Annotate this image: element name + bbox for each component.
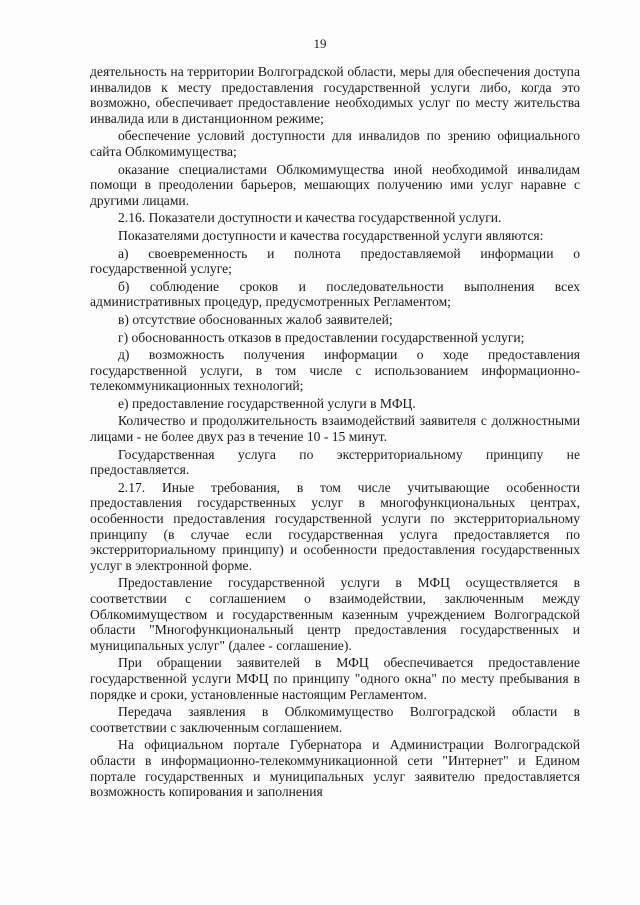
paragraph: Количество и продолжительность взаимодействий заявителя с должностными лицами - не более двух раз в течение 10 - 15 минут.: [90, 413, 580, 445]
paragraph: 2.16. Показатели доступности и качества государственной услуги.: [118, 210, 502, 226]
page-number: 19: [313, 36, 327, 51]
paragraph: д) возможность получения информации о ходе предоставления государственной услуги, в том числе с использованием информационно-телекоммуникационных технологий;: [90, 347, 580, 394]
paragraph: При обращении заявителей в МФЦ обеспечивается предоставление государственной услуги МФЦ по принципу "одного окна" по месту пребывания в порядке и сроки, установленные настоящим Регламентом.: [90, 655, 580, 702]
paragraph: а) своевременность и полнота предоставляемой информации о государственной услуге;: [90, 245, 580, 277]
paragraph: г) обоснованность отказов в предоставлении государственной услуги;: [118, 329, 525, 345]
paragraph: е) предоставление государственной услуги в МФЦ.: [118, 395, 416, 411]
paragraph: 2.17. Иные требования, в том числе учитывающие особенности предоставления государственных услуг в многофункциональных центрах, особенности предоставления государственной услуги по экстерриториальному принципу (в случае если государственная услуга предоставляется по экстерриториальному принципу) и особенности предоставления государственных услуг в электронной форме.: [90, 479, 580, 573]
paragraph: обеспечение условий доступности для инвалидов по зрению официального сайта Облкомимущества;: [90, 128, 580, 159]
paragraph: На официальном портале Губернатора и Администрации Волгоградской области в информационно-телекоммуникационной сети "Интернет" и Едином портале государственных и муниципальных услуг заявителю предоставляется возможность копирования и заполнения: [90, 737, 580, 800]
paragraph: в) отсутствие обоснованных жалоб заявителей;: [118, 311, 393, 327]
paragraph: Передача заявления в Облкомимущество Волгоградской области в соответствии с заключенным соглашением.: [90, 704, 580, 735]
paragraph: Показателями доступности и качества государственной услуги являются:: [118, 227, 544, 243]
paragraph: оказание специалистами Облкомимущества иной необходимой инвалидам помощи в преодолении барьеров, мешающих получению ими услуг наравне с другими лицами.: [90, 161, 580, 208]
paragraph: деятельность на территории Волгоградской области, меры для обеспечения доступа инвалидов к месту предоставления государственной услуги либо, когда это возможно, обеспечивает предоставление необходимых услуг по месту жительства инвалида или в дистанционном режиме;: [90, 64, 580, 126]
paragraph: Предоставление государственной услуги в МФЦ осуществляется в соответствии с соглашением о взаимодействии, заключенным между Облкомимуществом и государственным казенным учреждением Волгоградской области "Многофункциональный центр предоставления государственных и муниципальных услуг" (далее - соглашение).: [90, 575, 580, 653]
body-text: [90, 64, 580, 802]
paragraph: Государственная услуга по экстерриториальному принципу не предоставляется.: [90, 446, 580, 478]
paragraph: б) соблюдение сроков и последовательности выполнения всех административных процедур, предусмотренных Регламентом;: [90, 278, 580, 310]
